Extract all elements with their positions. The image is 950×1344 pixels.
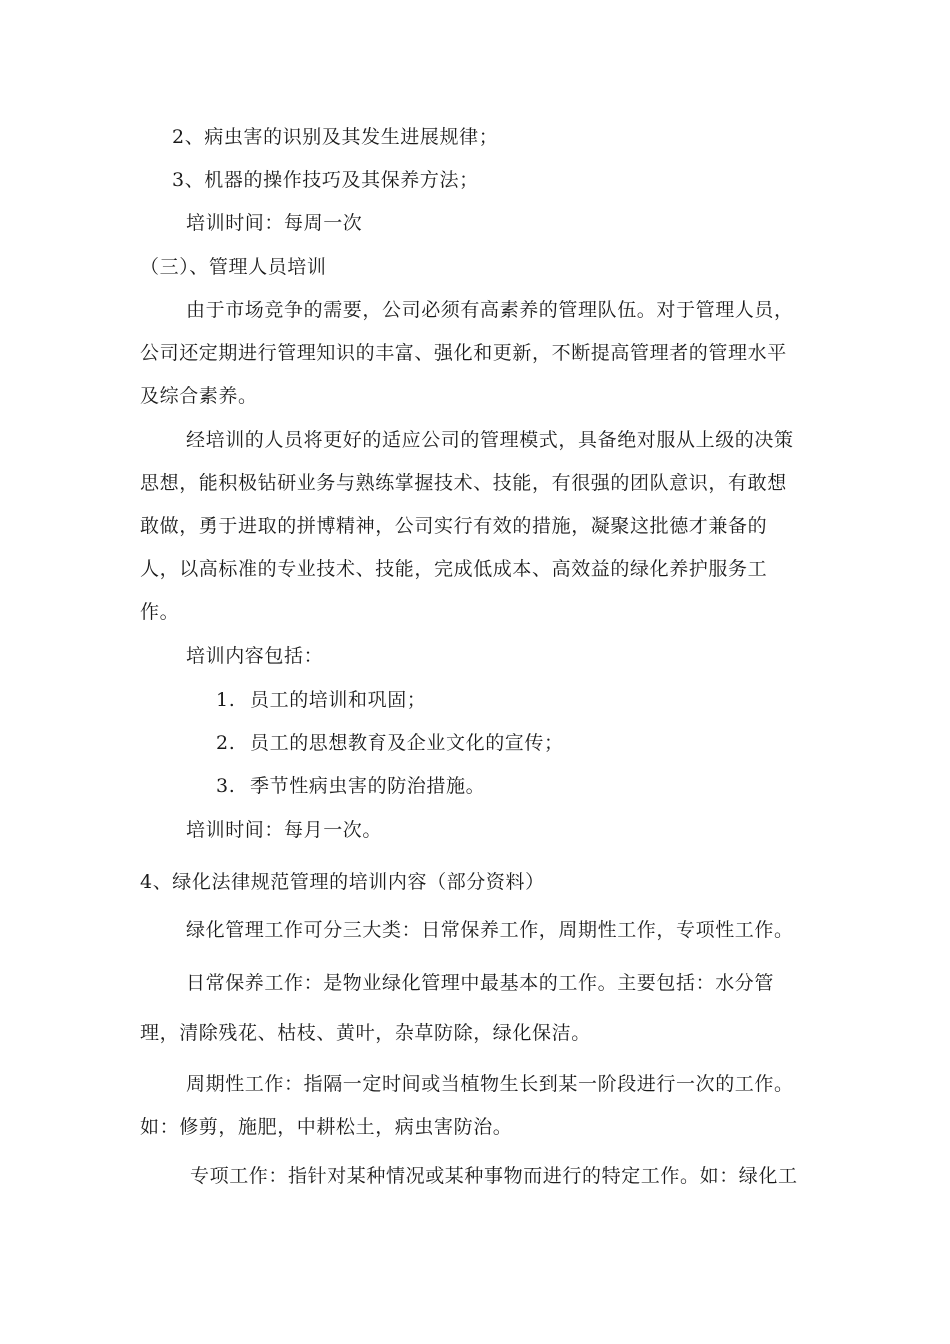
list-number: 1. — [216, 689, 236, 711]
training-time-weekly: 培训时间：每周一次 — [186, 212, 363, 234]
list-text: 员工的思想教育及企业文化的宣传； — [250, 732, 564, 754]
list-text: 员工的培训和巩固； — [250, 689, 427, 711]
paragraph-trained-line: 敢做，勇于进取的拼博精神，公司实行有效的措施，凝聚这批德才兼备的 — [140, 515, 768, 537]
list-item-pest-identification: 2、病虫害的识别及其发生进展规律； — [172, 126, 499, 148]
list-item — [216, 773, 485, 799]
list-item — [216, 730, 564, 756]
list-number: 3. — [216, 775, 236, 797]
paragraph-trained-line: 作。 — [140, 601, 180, 623]
paragraph-trained-line: 人，以高标准的专业技术、技能，完成低成本、高效益的绿化养护服务工 — [140, 558, 768, 580]
section-heading-management-training: （三）、管理人员培训 — [140, 256, 327, 278]
paragraph-trained-line: 经培训的人员将更好的适应公司的管理模式，具备绝对服从上级的决策 — [186, 429, 794, 451]
list-text: 季节性病虫害的防治措施。 — [250, 775, 486, 797]
training-time-monthly: 培训时间：每月一次。 — [186, 819, 383, 841]
paragraph-management-line: 由于市场竞争的需要，公司必须有高素养的管理队伍。对于管理人员， — [186, 299, 794, 321]
paragraph-special-line: 专项工作：指针对某种情况或某种事物而进行的特定工作。如：绿化工 — [190, 1165, 798, 1187]
paragraph-management-line: 及综合素养。 — [140, 385, 258, 407]
paragraph-categories: 绿化管理工作可分三大类：日常保养工作，周期性工作，专项性工作。 — [186, 919, 794, 941]
paragraph-daily-line: 理，清除残花、枯枝、黄叶，杂草防除，绿化保洁。 — [140, 1022, 591, 1044]
list-item — [216, 687, 426, 713]
paragraph-trained-line: 思想，能积极钻研业务与熟练掌握技术、技能，有很强的团队意识，有敢想 — [140, 472, 787, 494]
training-content-label: 培训内容包括： — [186, 645, 324, 667]
list-number: 2. — [216, 732, 236, 754]
paragraph-management-line: 公司还定期进行管理知识的丰富、强化和更新，不断提高管理者的管理水平 — [140, 342, 787, 364]
list-item-machine-operation: 3、机器的操作技巧及其保养方法； — [172, 169, 479, 191]
paragraph-periodic-line: 周期性工作：指隔一定时间或当植物生长到某一阶段进行一次的工作。 — [186, 1073, 794, 1095]
paragraph-periodic-line: 如：修剪，施肥，中耕松土，病虫害防治。 — [140, 1116, 513, 1138]
section-heading-greening-law: 4、绿化法律规范管理的培训内容（部分资料） — [140, 871, 545, 893]
paragraph-daily-line: 日常保养工作：是物业绿化管理中最基本的工作。主要包括：水分管 — [186, 972, 775, 994]
